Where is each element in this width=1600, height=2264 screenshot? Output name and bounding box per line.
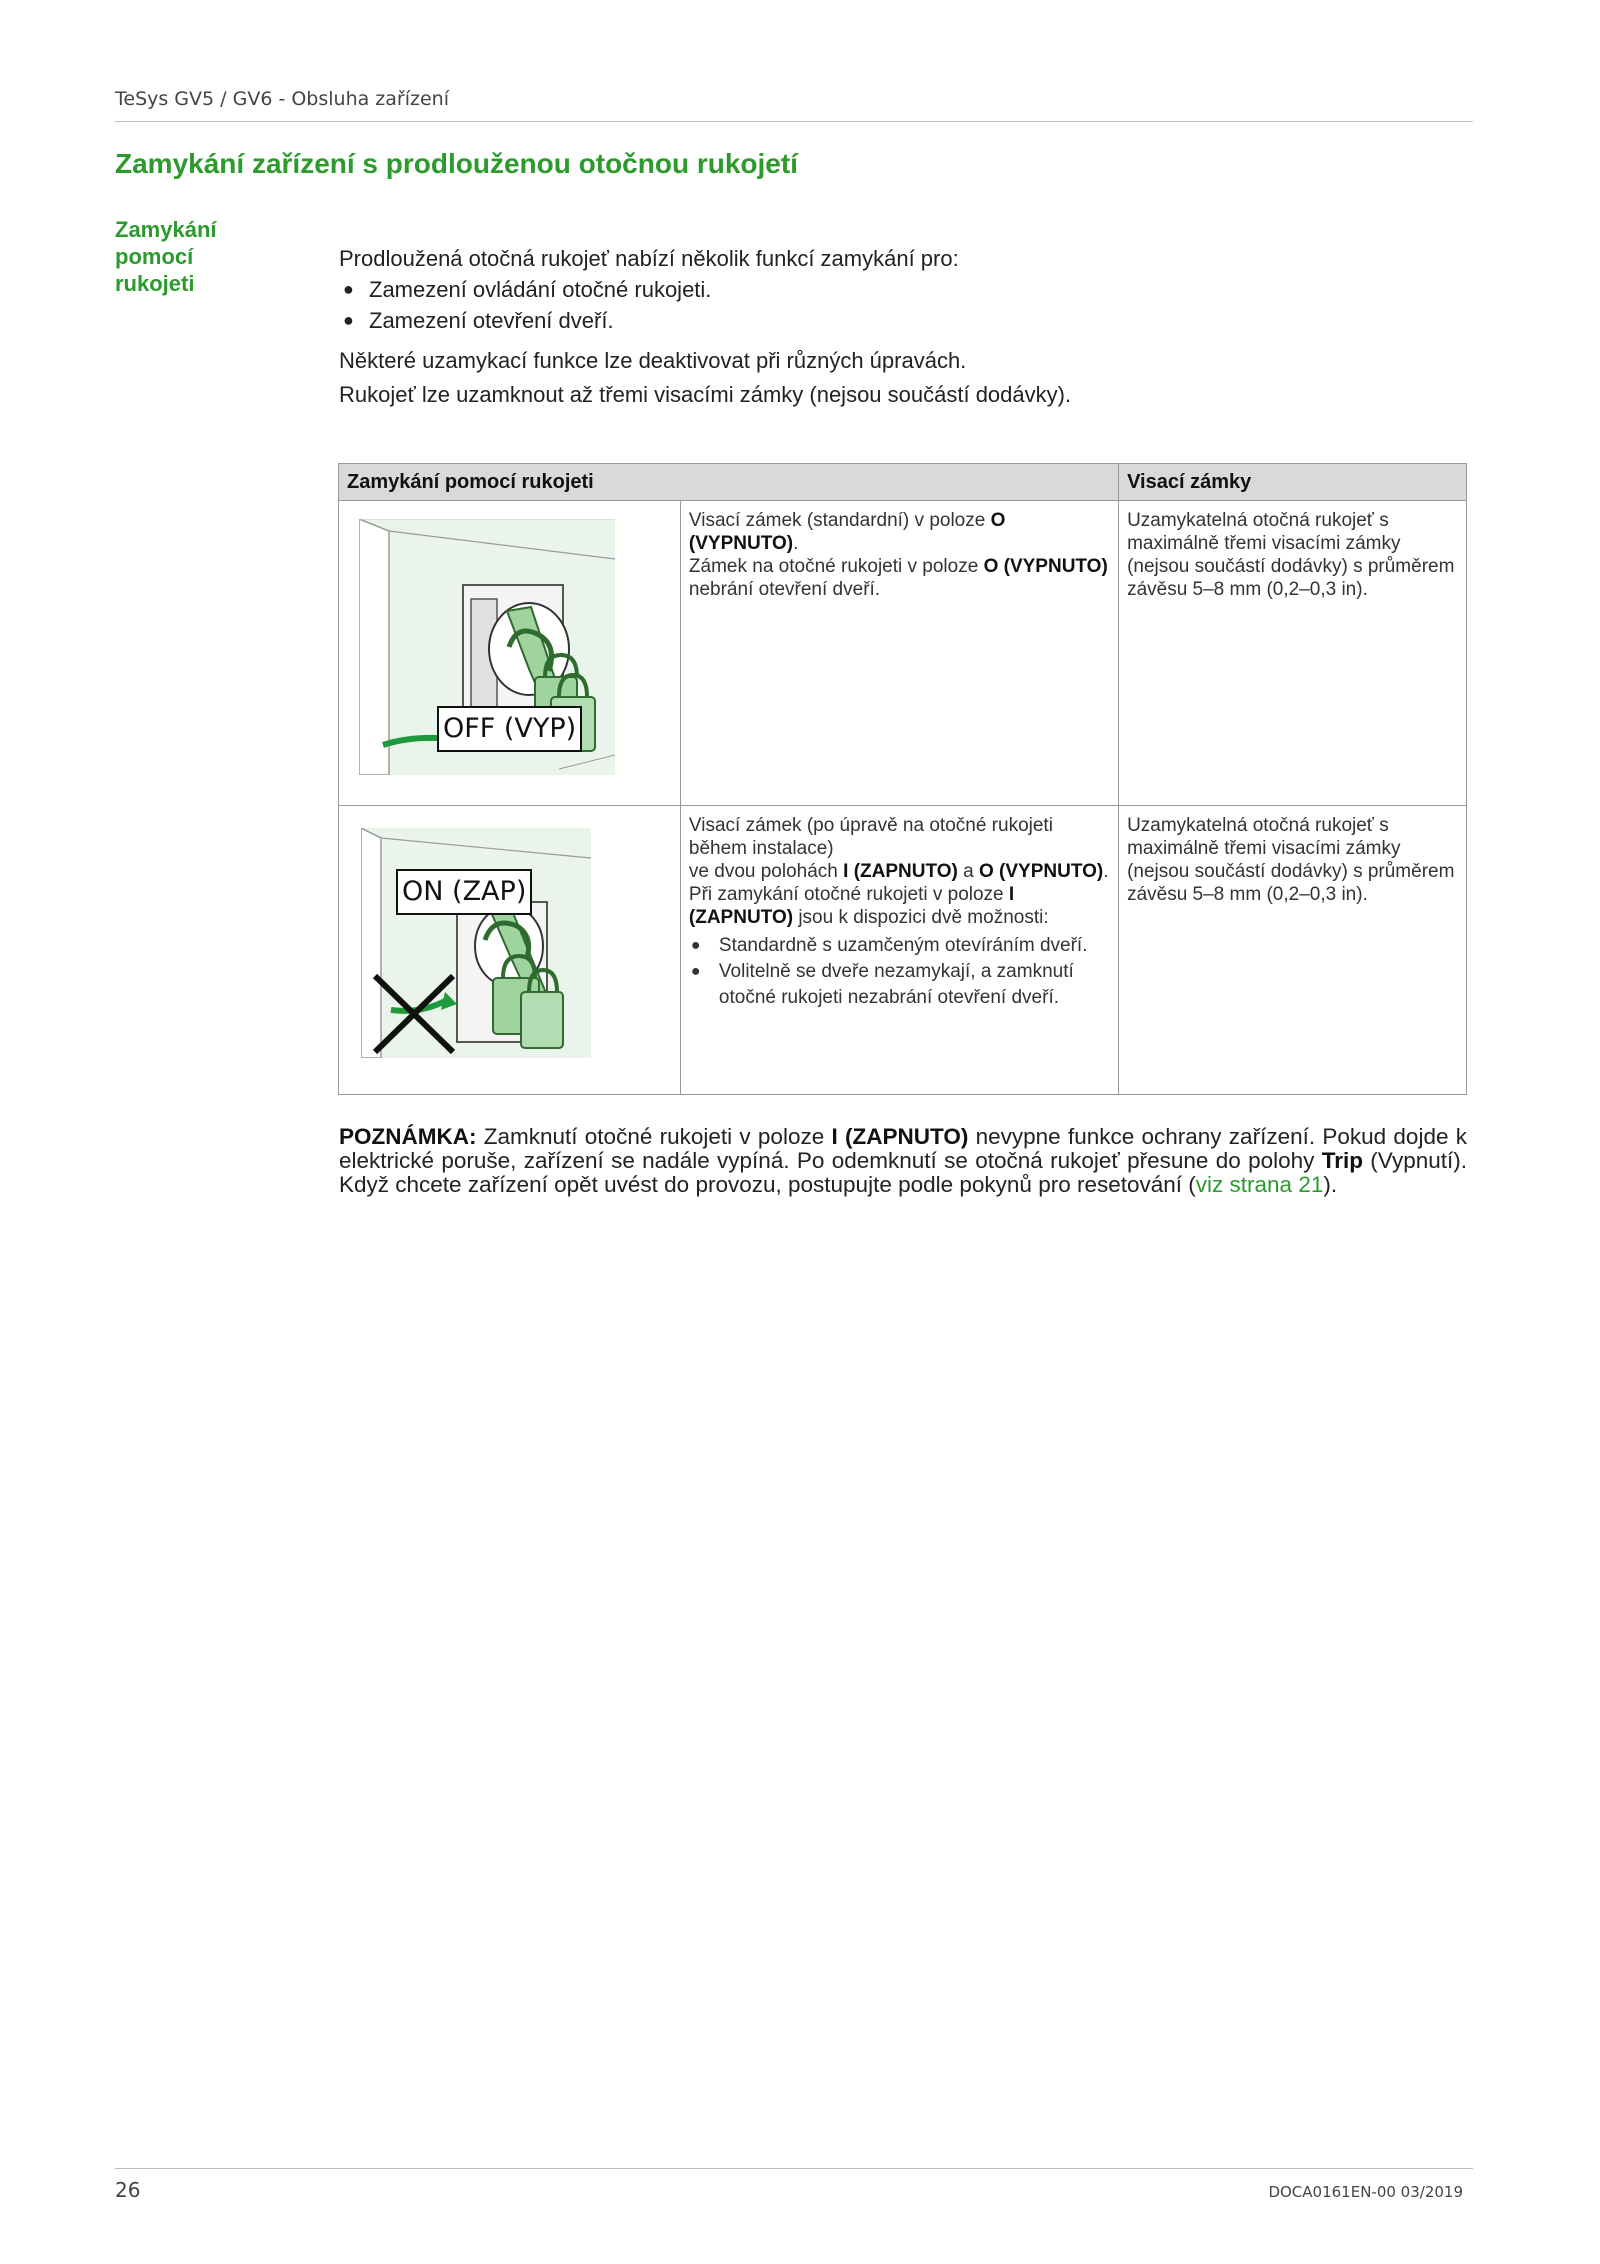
table-header-locking: Zamykání pomocí rukojeti [339, 464, 1119, 501]
padlocked-handle-on-icon [361, 828, 591, 1058]
note-label: POZNÁMKA: [339, 1124, 477, 1149]
intro-paragraph: Rukojeť lze uzamknout až třemi visacími zámky (nejsou součástí dodávky). [339, 382, 1072, 407]
bullet-icon: ● [343, 310, 354, 330]
description-cell: Visací zámek (po úpravě na otočné rukojeti během instalace) ve dvou polohách I (ZAPNUTO) a O (VYPNUTO). Při zamykání otočné rukojeti v poloze I (ZAPNUTO) jsou k dispozici dvě možnosti: ● Standardně s uzamčeným otevíráním dveří. ● Volitelně se dveře nezamykají, a zamknutí otočné rukojeti nezabrání otevření dveří. [680, 806, 1118, 1095]
padlock-cell: Uzamykatelná otočná rukojeť s maximálně třemi visacími zámky (nejsou součástí dodávky) s průměrem závěsu 5–8 mm (0,2–0,3 in). [1119, 806, 1467, 1095]
illustration-cell [339, 501, 681, 806]
callout-off: OFF (VYP) [437, 706, 582, 752]
section-title: Zamykání zařízení s prodlouženou otočnou rukojetí [115, 148, 798, 179]
header-rule [115, 121, 1473, 122]
intro-bullet: ● Zamezení ovládání otočné rukojeti. [339, 274, 1099, 305]
description-cell: Visací zámek (standardní) v poloze O (VYPNUTO). Zámek na otočné rukojeti v poloze O (VYPNUTO) nebrání otevření dveří. [680, 501, 1118, 806]
page-reference-link[interactable]: viz strana 21 [1195, 1172, 1324, 1197]
bullet-icon: ● [690, 937, 701, 954]
side-heading: Zamykání pomocí rukojeti [115, 217, 217, 296]
illustration-cell [339, 806, 681, 1095]
table-row [339, 806, 1467, 1095]
callout-on: ON (ZAP) [396, 869, 532, 915]
locking-table [338, 463, 1467, 1095]
note-paragraph: POZNÁMKA: Zamknutí otočné rukojeti v poloze I (ZAPNUTO) nevypne funkce ochrany zařízení. Pokud dojde k elektrické poruše, zařízení se nadále vypíná. Po odemknutí se otočná rukojeť přesune do polohy Trip (Vypnutí). Když chcete zařízení opět uvést do provozu, postupujte podle pokynů pro resetování (viz strana 21). [339, 1124, 1468, 1197]
running-header: TeSys GV5 / GV6 - Obsluha zařízení [115, 88, 449, 110]
page-number: 26 [115, 2178, 141, 2202]
footer-rule [115, 2168, 1473, 2169]
document-code: DOCA0161EN-00 03/2019 [1268, 2183, 1463, 2201]
table-header-padlocks: Visací zámky [1119, 464, 1467, 501]
intro-bullet: ● Zamezení otevření dveří. [339, 305, 1099, 336]
handle-on-illustration [361, 828, 591, 1058]
bullet-icon: ● [690, 963, 701, 980]
table-row [339, 501, 1467, 806]
intro-paragraph: Některé uzamykací funkce lze deaktivovat při různých úpravách. [339, 348, 967, 373]
intro-text [339, 244, 1099, 412]
options-list [689, 933, 1110, 1011]
table-header-row [339, 464, 1467, 501]
option-item: ● Standardně s uzamčeným otevíráním dveří. [689, 933, 1110, 959]
option-item: ● Volitelně se dveře nezamykají, a zamknutí otočné rukojeti nezabrání otevření dveří. [690, 961, 1074, 1008]
padlock-cell: Uzamykatelná otočná rukojeť s maximálně třemi visacími zámky (nejsou součástí dodávky) s průměrem závěsu 5–8 mm (0,2–0,3 in). [1119, 501, 1467, 806]
intro-bullets [339, 274, 1099, 336]
bullet-icon: ● [343, 279, 354, 299]
intro-lead: Prodloužená otočná rukojeť nabízí několik funkcí zamykání pro: [339, 246, 959, 271]
